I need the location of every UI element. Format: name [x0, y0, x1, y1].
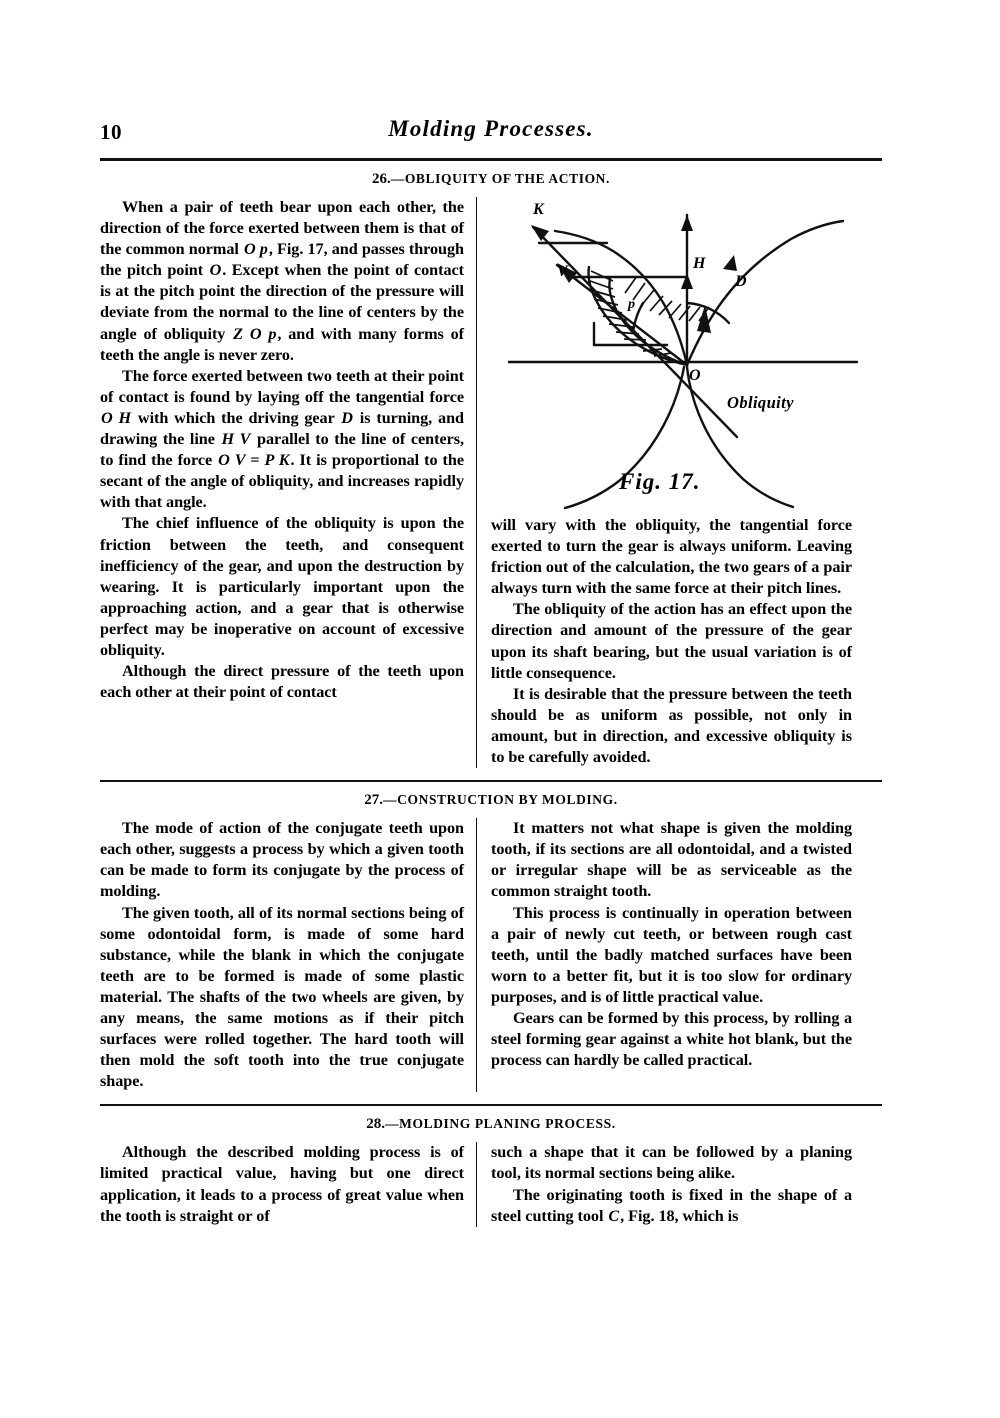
text-run: parallel to the line of centers, to find the force	[100, 430, 464, 470]
math-var-c: C	[608, 1206, 620, 1225]
page-number: 10	[100, 120, 122, 144]
figure-caption-17: Fig. 17.	[619, 469, 701, 494]
text-run: . It is proportional to the secant of the angle of obliquity, and increases rapidly with that angle.	[100, 451, 464, 512]
section-27-left-column	[100, 818, 476, 1092]
paragraph: The chief influence of the obliquity is upon the friction between the teeth, and consequent inefficiency of the gear, and upon the destruction by wearing. It is particularly important upon the approaching action, and a gear that is otherwise perfect may be inoperative on account of excessive obliquity.	[100, 514, 464, 659]
section-number-27: 27.	[364, 792, 384, 809]
paragraph: Although the direct pressure of the teeth upon each other at their point of contact	[100, 662, 464, 702]
text-run: , and with many forms of teeth the angle is never zero.	[100, 324, 464, 364]
text-run: with which the driving gear	[132, 408, 341, 427]
tooth-curve-right-upper	[687, 221, 843, 365]
math-var-hv: H V	[221, 430, 251, 449]
paragraph: The given tooth, all of its normal sections being of some odontoidal form, is made of some hard substance, while the blank in which the conjugate teeth are to be formed is made of some plastic material. The shafts of the two wheels are given, by any means, the same motions as if their pitch surfaces were rolled together. The hard tooth will then mold the soft tooth into the true conjugate shape.	[100, 903, 464, 1091]
section-heading-27	[100, 792, 882, 809]
text-run: When a pair of teeth bear upon each other, the direction of the force exerted between them is that of the common normal	[100, 198, 464, 259]
header-rule	[100, 158, 882, 161]
paragraph: Although the described molding process is of limited practical value, having but one direct application, it leads to a process of great value when the tooth is straight or of	[100, 1143, 464, 1225]
figure-label-v: V	[557, 263, 568, 280]
section-title-27: —CONSTRUCTION BY MOLDING.	[383, 792, 618, 808]
math-var-d: D	[341, 408, 353, 427]
section-rule-27	[100, 780, 882, 782]
paragraph	[100, 366, 464, 514]
paragraph	[491, 1185, 852, 1227]
paragraph: such a shape that it can be followed by a planing tool, its normal sections being alike.	[491, 1143, 852, 1183]
math-var-o: O	[209, 261, 222, 280]
math-var-zop: Z O p	[233, 324, 277, 343]
section-heading-28	[100, 1116, 882, 1133]
section-27-columns	[100, 818, 882, 1092]
paragraph: will vary with the obliquity, the tangential force exerted to turn the gear is always uniform. Leaving friction out of the calculation, the two gears of a pair always turn with the same force at their pitch lines.	[491, 516, 852, 598]
running-head	[100, 110, 882, 154]
figure-label-p: p	[628, 297, 635, 312]
oblique-line-ov	[557, 265, 687, 365]
section-title-28: —MOLDING PLANING PROCESS.	[385, 1116, 616, 1132]
figure-label-d: D	[735, 273, 747, 290]
section-28-right-column	[476, 1142, 852, 1226]
section-number-28: 28.	[366, 1116, 386, 1133]
text-run: is turning, and drawing the line	[100, 408, 464, 449]
figure-17-drawing	[491, 197, 867, 513]
math-var-op: O p	[244, 240, 268, 259]
paragraph: This process is continually in operation between a pair of newly cut teeth, or between rough cast teeth, until the badly matched surfaces have been worn to a better fit, but it is too slow for ordinary purposes, and is of little practical value.	[491, 903, 852, 1006]
figure-label-o: O	[689, 367, 701, 384]
paragraph: The obliquity of the action has an effect upon the direction and amount of the pressure of the gear upon its shaft bearing, but the usual variation is of little consequence.	[491, 600, 852, 682]
section-number-26: 26.	[371, 171, 391, 187]
text-run: , Fig. 18, which is	[620, 1206, 739, 1225]
page-content	[100, 110, 882, 1227]
section-26-right-text	[491, 515, 852, 768]
tooth-curve-right-lower	[687, 367, 793, 507]
math-var-oh: O H	[101, 408, 132, 427]
section-26-right-column	[476, 197, 852, 768]
text-run: , Fig. 17, and passes through the pitch point	[100, 240, 464, 280]
paragraph: Gears can be formed by this process, by rolling a steel forming gear against a white hot blank, but the process can hardly be called practical.	[491, 1008, 852, 1070]
section-27-right-column	[476, 818, 852, 1092]
paragraph	[100, 197, 464, 366]
figure-label-k: K	[533, 201, 544, 218]
figure-17	[491, 197, 867, 513]
paragraph: It is desirable that the pressure between the teeth should be as uniform as possible, not only in amount, but in direction, and excessive obliquity is to be carefully avoided.	[491, 684, 852, 767]
section-26-left-column	[100, 197, 476, 768]
section-title-26: —OBLIQUITY OF THE ACTION.	[390, 171, 611, 186]
paragraph: It matters not what shape is given the molding tooth, if its sections are all odontoidal, and a twisted or irregular shape will be as serviceable as the common straight tooth.	[491, 819, 852, 901]
text-run: The force exerted between two teeth at their point of contact is found by laying off the tangential force	[100, 366, 464, 406]
section-28-left-column	[100, 1142, 476, 1226]
section-28-columns	[100, 1142, 882, 1226]
paragraph: The mode of action of the conjugate teeth upon each other, suggests a process by which a given tooth can be made to form its conjugate by the process of molding.	[100, 819, 464, 901]
section-rule-28	[100, 1104, 882, 1106]
figure-label-h: H	[693, 255, 706, 272]
figure-label-obliquity: Obliquity	[727, 393, 794, 412]
text-run: The originating tooth is fixed in the shape of a steel cutting tool	[491, 1185, 852, 1225]
running-title: Molding Processes.	[388, 116, 594, 141]
text-run: . Except when the point of contact is at the pitch point the direction of the pressure will deviate from the normal to the line of centers by the angle of obliquity	[100, 261, 464, 343]
math-var-ov-pk: O V = P K	[218, 451, 290, 470]
section-26-columns	[100, 197, 882, 768]
section-heading-26	[100, 171, 882, 188]
